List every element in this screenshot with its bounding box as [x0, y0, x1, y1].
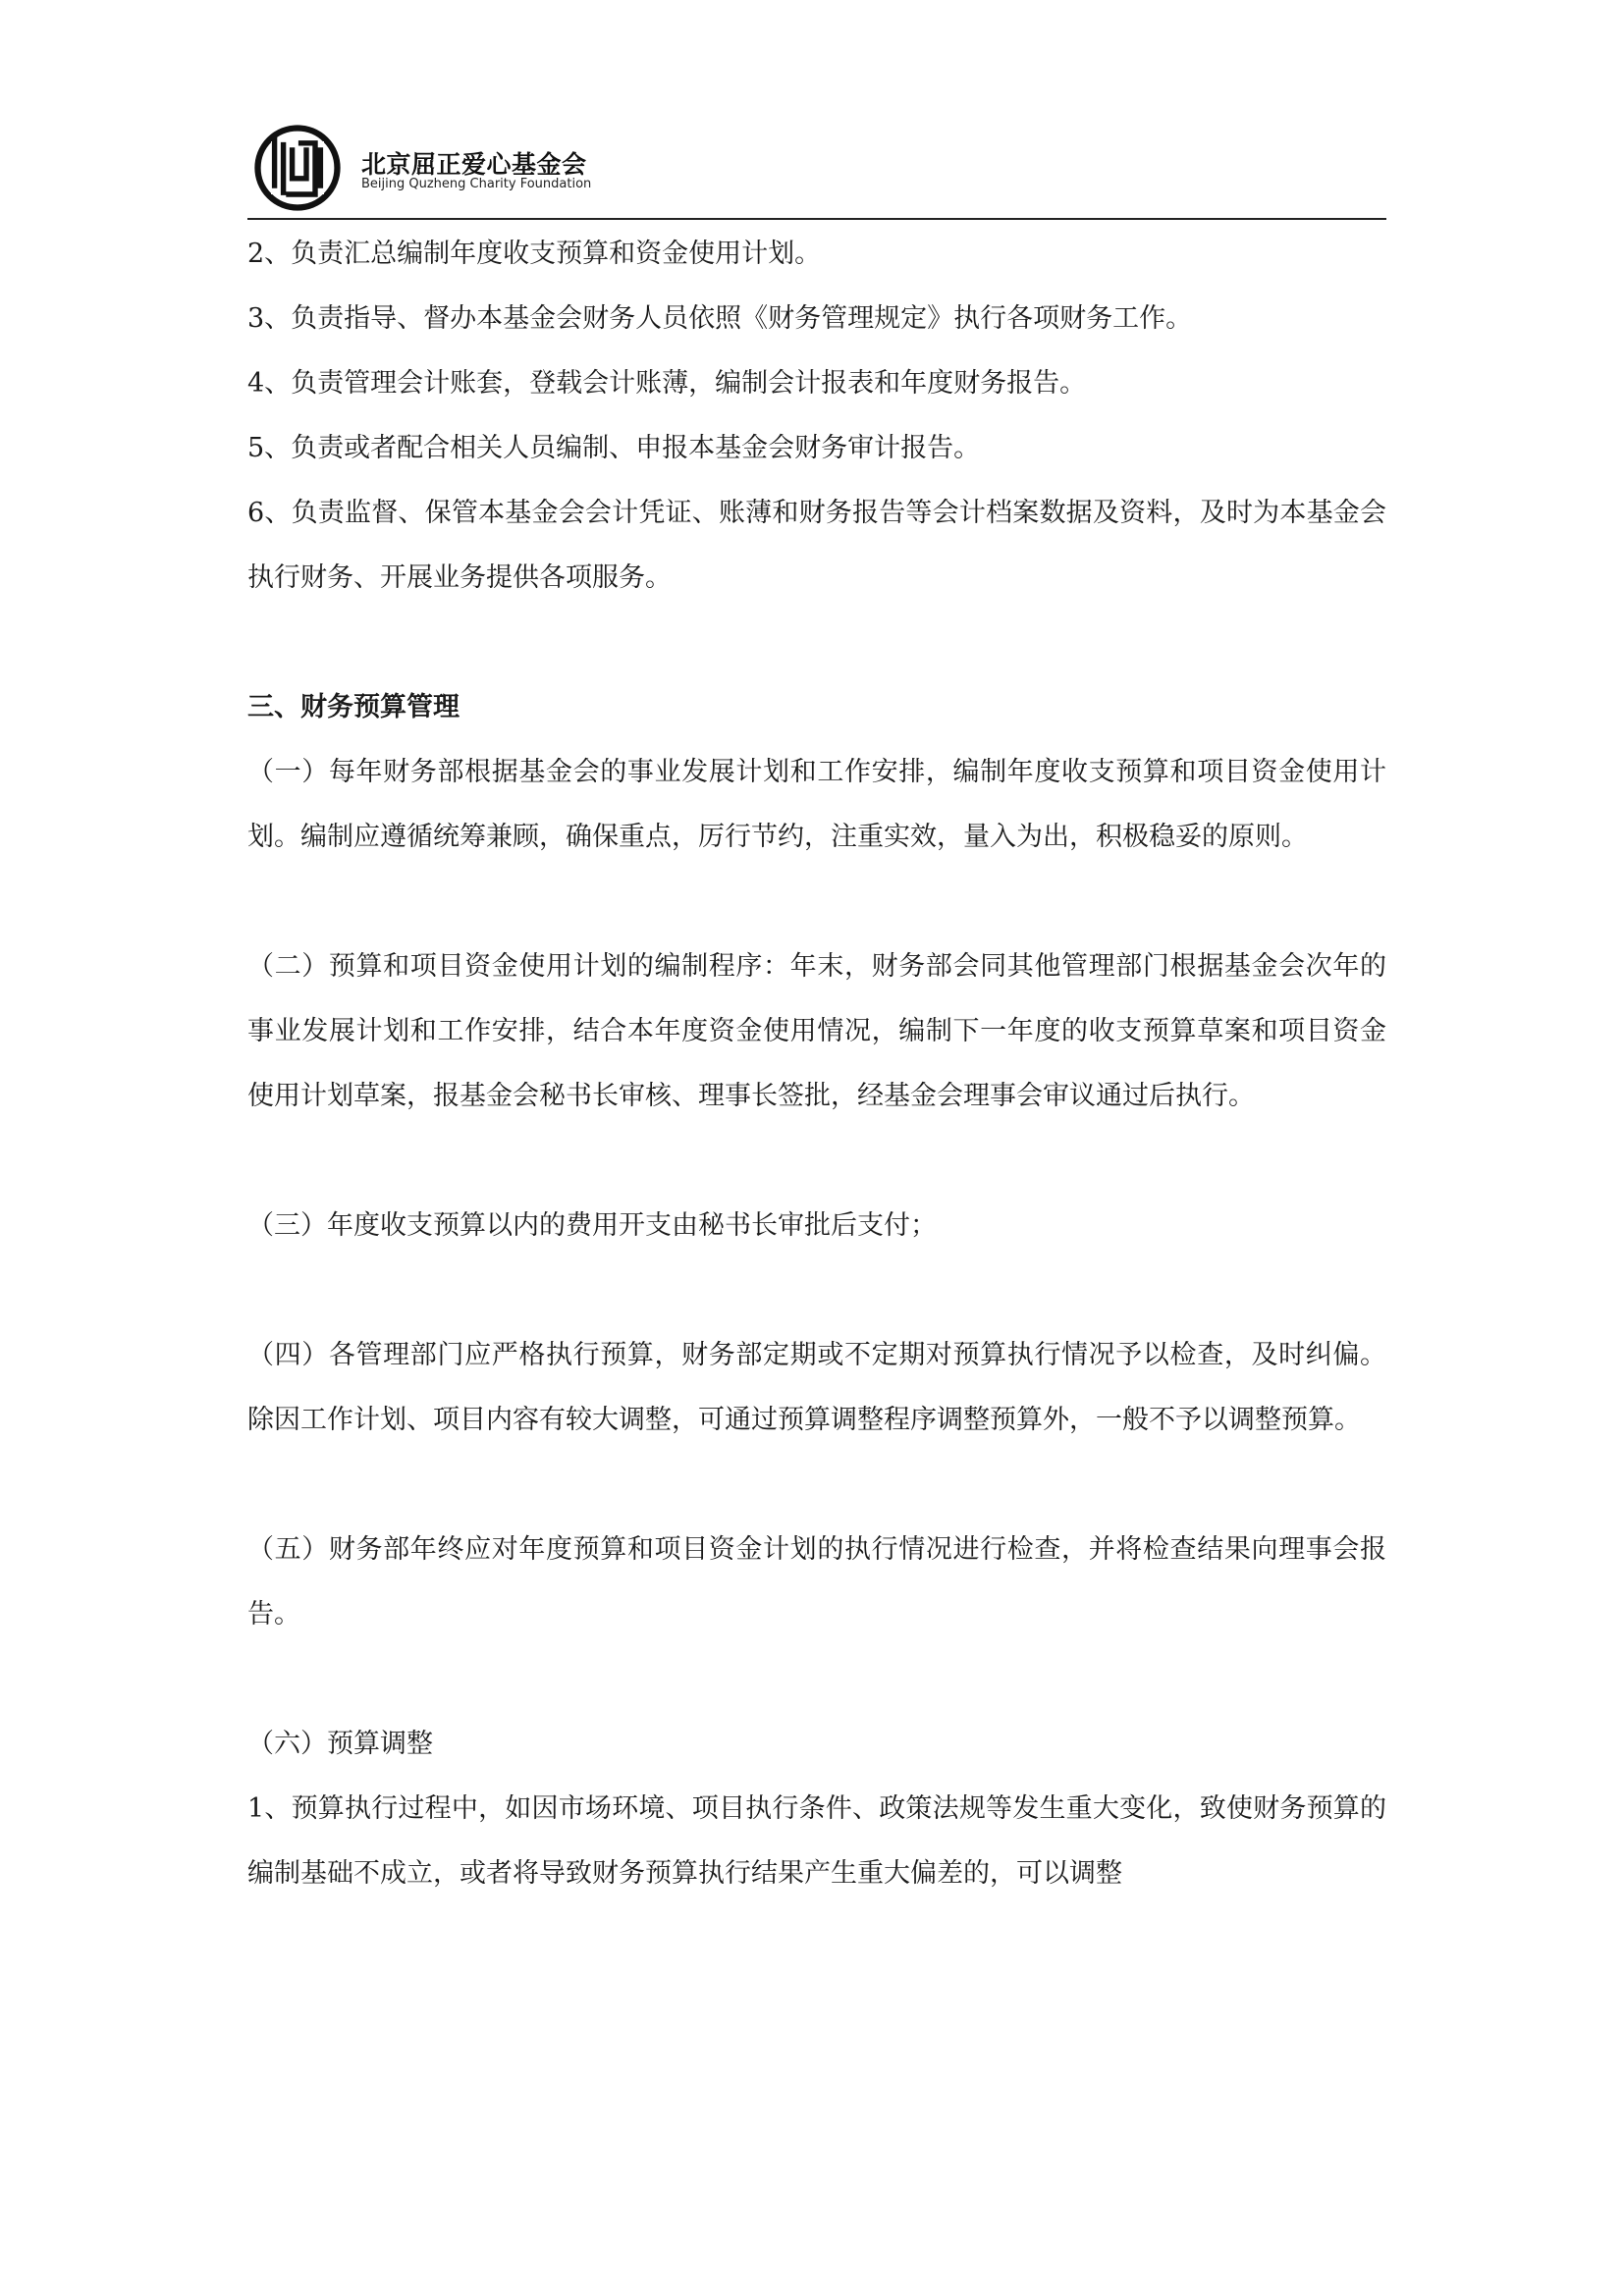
- paragraph: （五）财务部年终应对年度预算和项目资金计划的执行情况进行检查，并将检查结果向理事会报告。: [247, 1534, 1386, 1629]
- paragraph: （二）预算和项目资金使用计划的编制程序：年末，财务部会同其他管理部门根据基金会次年的事业发展计划和工作安排，结合本年度资金使用情况，编制下一年度的收支预算草案和项目资金使用计划草案，报基金会秘书长审核、理事长签批，经基金会理事会审议通过后执行。: [247, 951, 1386, 1111]
- paragraph-gap: [247, 1647, 1386, 1712]
- paragraph: 3、负责指导、督办本基金会财务人员依照《财务管理规定》执行各项财务工作。: [247, 303, 1193, 334]
- paragraph: （六）预算调整: [247, 1729, 433, 1759]
- org-name-en: Beijing Quzheng Charity Foundation: [361, 177, 592, 191]
- paragraph-gap: [247, 870, 1386, 934]
- document-body: [247, 222, 1386, 1906]
- paragraph-gap: [247, 1453, 1386, 1518]
- paragraph: 6、负责监督、保管本基金会会计凭证、账薄和财务报告等会计档案数据及资料，及时为本基金会执行财务、开展业务提供各项服务。: [247, 498, 1386, 593]
- paragraph: 4、负责管理会计账套，登载会计账薄，编制会计报表和年度财务报告。: [247, 368, 1087, 399]
- org-name-cn: 北京屈正爱心基金会: [361, 150, 587, 179]
- page-header: [247, 120, 1386, 220]
- paragraph: （四）各管理部门应严格执行预算，财务部定期或不定期对预算执行情况予以检查，及时纠偏。除因工作计划、项目内容有较大调整，可通过预算调整程序调整预算外，一般不予以调整预算。: [247, 1340, 1386, 1435]
- paragraph: 1、预算执行过程中，如因市场环境、项目执行条件、政策法规等发生重大变化，致使财务预算的编制基础不成立，或者将导致财务预算执行结果产生重大偏差的，可以调整: [247, 1793, 1386, 1889]
- paragraph-gap: [247, 1258, 1386, 1323]
- paragraph: （三）年度收支预算以内的费用开支由秘书长审批后支付；: [247, 1210, 937, 1241]
- paragraph: （一）每年财务部根据基金会的事业发展计划和工作安排，编制年度收支预算和项目资金使用计划。编制应遵循统筹兼顾，确保重点，厉行节约，注重实效，量入为出，积极稳妥的原则。: [247, 757, 1386, 852]
- paragraph-gap: [247, 1129, 1386, 1194]
- section-heading: 三、财务预算管理: [247, 692, 460, 722]
- foundation-logo-icon: [253, 124, 342, 212]
- paragraph: 5、负责或者配合相关人员编制、申报本基金会财务审计报告。: [247, 433, 981, 463]
- paragraph-gap: [247, 611, 1386, 675]
- paragraph: 2、负责汇总编制年度收支预算和资金使用计划。: [247, 239, 822, 269]
